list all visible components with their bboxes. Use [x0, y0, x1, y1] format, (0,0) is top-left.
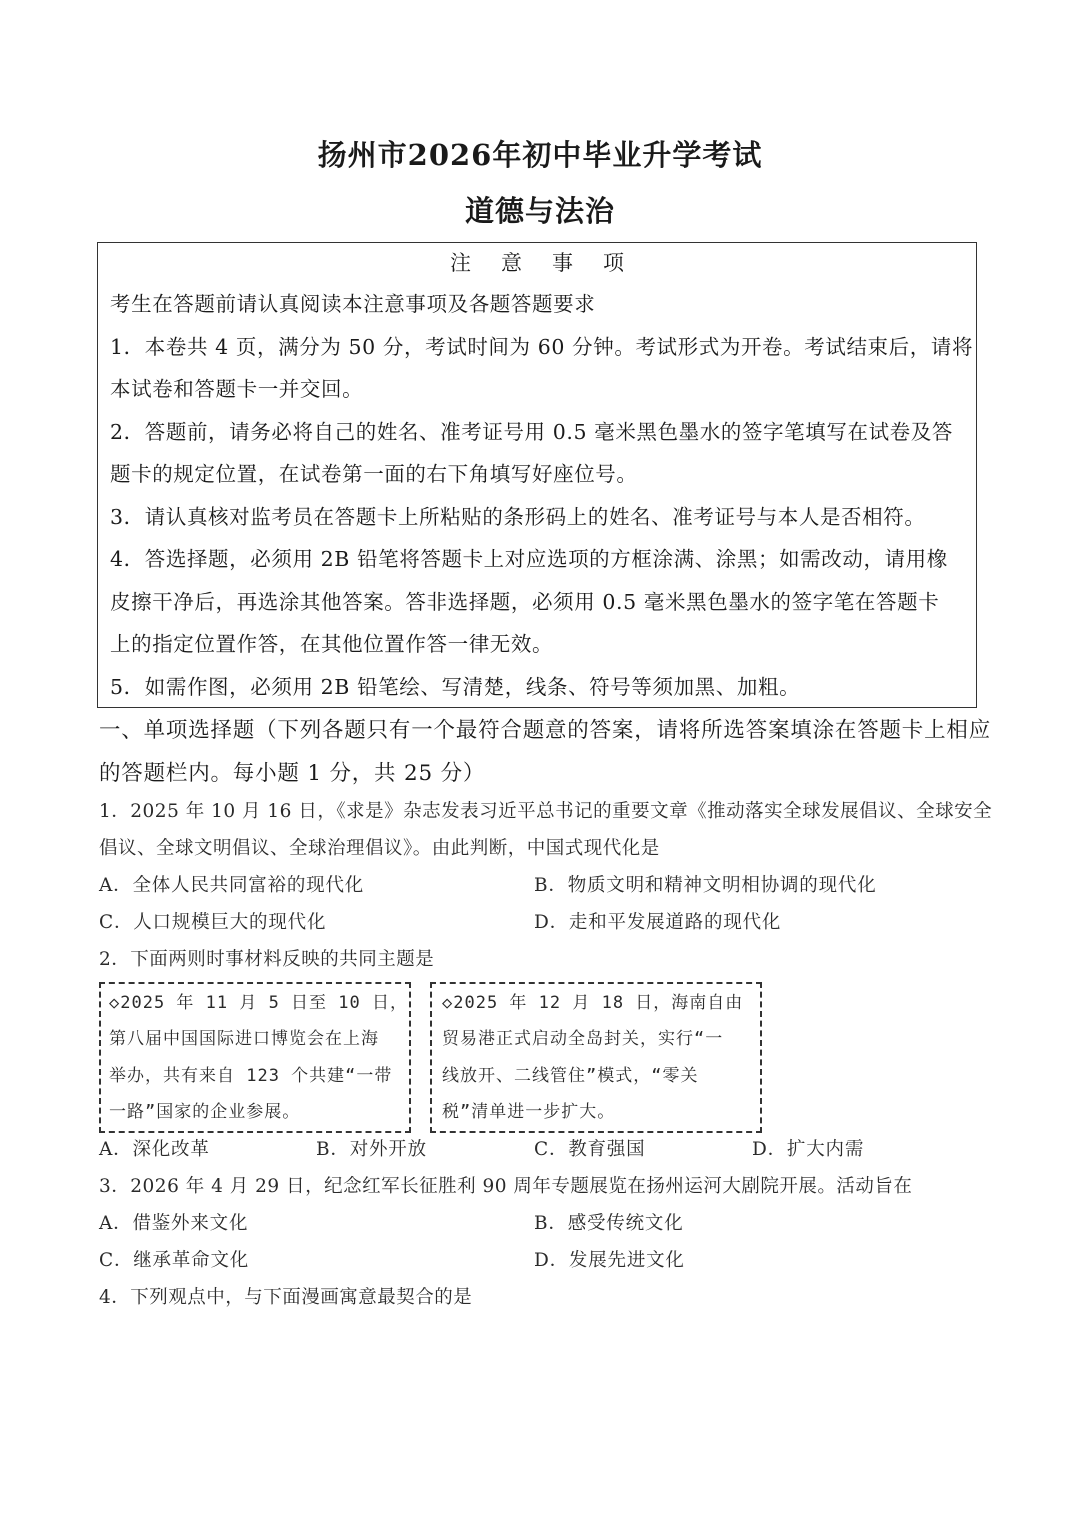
question-1-stem: 倡议、全球文明倡议、全球治理倡议》。由此判断，中国式现代化是 — [99, 838, 660, 859]
notice-line: 考生在答题前请认真阅读本注意事项及各题答题要求 — [110, 292, 596, 316]
material-line: ◇2025 年 12 月 18 日，海南自由 — [442, 993, 744, 1013]
material-line: 税”清单进一步扩大。 — [442, 1102, 616, 1122]
question-2-option-b: B．对外开放 — [316, 1139, 427, 1160]
question-4-stem: 4．下列观点中，与下面漫画寓意最契合的是 — [99, 1287, 473, 1308]
question-1-stem: 1．2025 年 10 月 16 日，《求是》杂志发表习近平总书记的重要文章《推动落实全球发展倡议、全球安全 — [99, 801, 993, 822]
material-line: 举办，共有来自 123 个共建“一带 — [109, 1066, 393, 1086]
material-line: 第八届中国国际进口博览会在上海 — [109, 1029, 379, 1049]
notice-line: 上的指定位置作答，在其他位置作答一律无效。 — [110, 632, 554, 656]
material-box-2 — [430, 982, 762, 1133]
material-line: 线放开、二线管住”模式，“零关 — [442, 1066, 699, 1086]
notice-line: 题卡的规定位置，在试卷第一面的右下角填写好座位号。 — [110, 462, 638, 486]
question-2-option-a: A．深化改革 — [99, 1139, 210, 1160]
subject-title: 道德与法治 — [464, 194, 615, 228]
notice-line: 本试卷和答题卡一并交回。 — [110, 377, 364, 401]
material-line: 贸易港正式启动全岛封关，实行“一 — [442, 1029, 724, 1049]
question-3-option-b: B．感受传统文化 — [534, 1213, 684, 1234]
question-1-option-a: A．全体人民共同富裕的现代化 — [99, 875, 365, 896]
material-line: ◇2025 年 11 月 5 日至 10 日， — [109, 993, 408, 1013]
question-3-option-a: A．借鉴外来文化 — [99, 1213, 249, 1234]
question-1-option-d: D．走和平发展道路的现代化 — [534, 912, 782, 933]
exam-title: 扬州市2026年初中毕业升学考试 — [317, 138, 763, 172]
question-2-option-c: C．教育强国 — [534, 1139, 646, 1160]
notice-line: 1．本卷共 4 页，满分为 50 分，考试时间为 60 分钟。考试形式为开卷。考试结束后，请将 — [110, 335, 974, 359]
notice-line: 皮擦干净后，再选涂其他答案。答非选择题，必须用 0.5 毫米黑色墨水的签字笔在答题卡 — [110, 590, 940, 614]
question-2-stem: 2．下面两则时事材料反映的共同主题是 — [99, 949, 435, 970]
section-heading: 一、单项选择题（下列各题只有一个最符合题意的答案，请将所选答案填涂在答题卡上相应 — [99, 718, 992, 743]
section-heading: 的答题栏内。每小题 1 分，共 25 分） — [99, 761, 486, 786]
material-line: 一路”国家的企业参展。 — [109, 1102, 301, 1122]
question-3-option-d: D．发展先进文化 — [534, 1250, 685, 1271]
notice-line: 5．如需作图，必须用 2B 铅笔绘、写清楚，线条、符号等须加黑、加粗。 — [110, 675, 801, 699]
notice-heading: 注意事项 — [450, 251, 654, 275]
question-3-option-c: C．继承革命文化 — [99, 1250, 250, 1271]
material-box-1 — [99, 982, 411, 1133]
question-2-option-d: D．扩大内需 — [752, 1139, 865, 1160]
notice-box — [97, 242, 977, 708]
notice-line: 2．答题前，请务必将自己的姓名、准考证号用 0.5 毫米黑色墨水的签字笔填写在试卷及答 — [110, 420, 953, 444]
question-1-option-c: C．人口规模巨大的现代化 — [99, 912, 327, 933]
question-1-option-b: B．物质文明和精神文明相协调的现代化 — [534, 875, 877, 896]
notice-line: 3．请认真核对监考员在答题卡上所粘贴的条形码上的姓名、准考证号与本人是否相符。 — [110, 505, 926, 529]
notice-line: 4．答选择题，必须用 2B 铅笔将答题卡上对应选项的方框涂满、涂黑；如需改动，请用橡 — [110, 547, 948, 571]
question-3-stem: 3．2026 年 4 月 29 日，纪念红军长征胜利 90 周年专题展览在扬州运河大剧院开展。活动旨在 — [99, 1176, 913, 1197]
